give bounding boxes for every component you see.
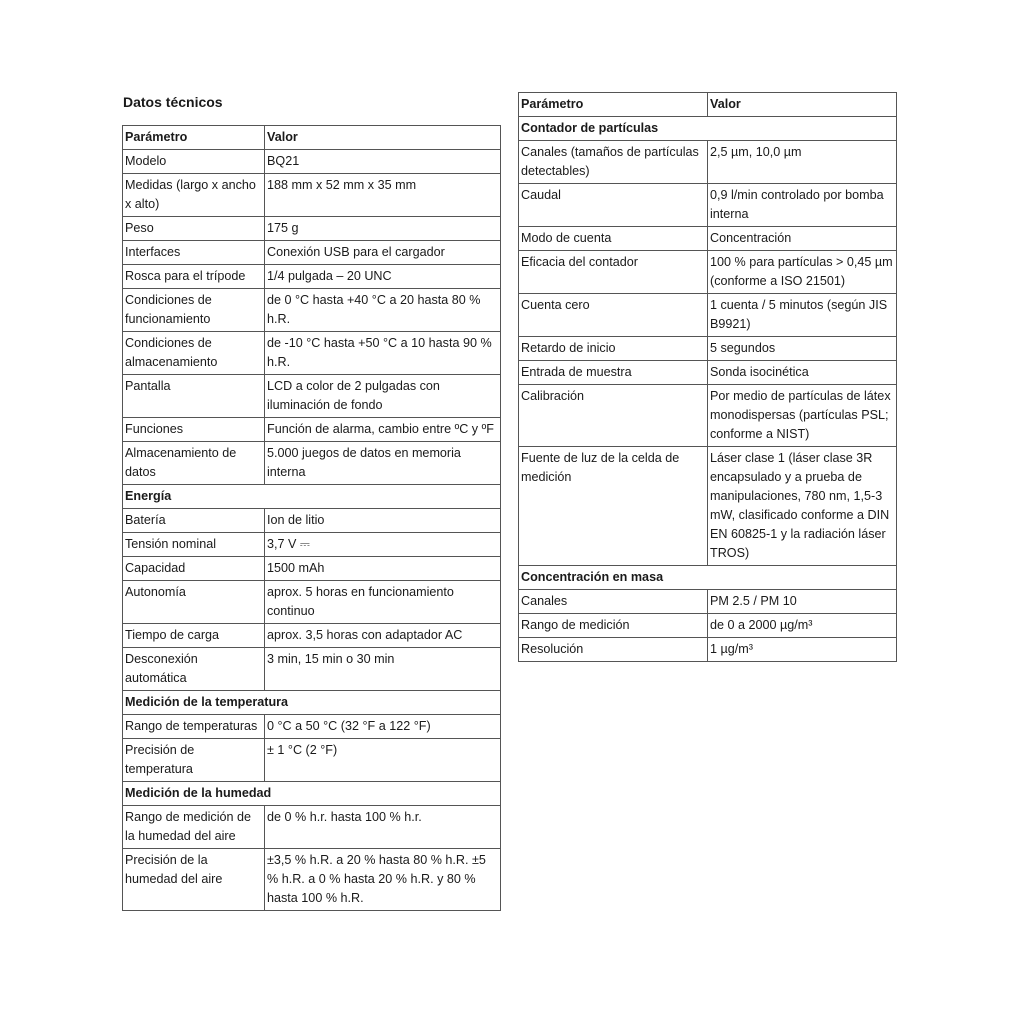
section-row: [519, 566, 897, 590]
table-row: [123, 150, 501, 174]
table-row: [519, 638, 897, 662]
value-cell: 1/4 pulgada – 20 UNC: [265, 265, 501, 289]
table-row: [519, 184, 897, 227]
right-spec-table-body: [519, 93, 897, 662]
parameter-cell: Cuenta cero: [519, 294, 708, 337]
value-cell: LCD a color de 2 pulgadas con iluminación de fondo: [265, 375, 501, 418]
table-row: [123, 241, 501, 265]
table-row: [123, 509, 501, 533]
parameter-cell: Calibración: [519, 385, 708, 447]
table-row: [123, 442, 501, 485]
header-value: Valor: [265, 126, 501, 150]
table-row: [123, 418, 501, 442]
value-cell: 100 % para partículas > 0,45 µm (conforme a ISO 21501): [708, 251, 897, 294]
table-row: [123, 533, 501, 557]
value-cell: Láser clase 1 (láser clase 3R encapsulado y a prueba de manipulaciones, 780 nm, 1,5-3 mW, clasificado conforme a DIN EN 60825-1 y la radiación láser TROS): [708, 447, 897, 566]
table-row: [123, 648, 501, 691]
section-label: Contador de partículas: [519, 117, 897, 141]
table-row: [519, 294, 897, 337]
parameter-cell: Resolución: [519, 638, 708, 662]
table-row: [519, 141, 897, 184]
table-row: [519, 590, 897, 614]
value-cell: 0,9 l/min controlado por bomba interna: [708, 184, 897, 227]
table-row: [519, 447, 897, 566]
parameter-cell: Modelo: [123, 150, 265, 174]
value-cell: Función de alarma, cambio entre ºC y ºF: [265, 418, 501, 442]
table-header-row: [519, 93, 897, 117]
table-row: [519, 385, 897, 447]
parameter-cell: Rango de medición: [519, 614, 708, 638]
parameter-cell: Tiempo de carga: [123, 624, 265, 648]
table-row: [123, 849, 501, 911]
parameter-cell: Desconexión automática: [123, 648, 265, 691]
section-row: [123, 782, 501, 806]
value-cell: Sonda isocinética: [708, 361, 897, 385]
parameter-cell: Canales (tamaños de partículas detectables): [519, 141, 708, 184]
parameter-cell: Rango de temperaturas: [123, 715, 265, 739]
value-cell: 1 µg/m³: [708, 638, 897, 662]
parameter-cell: Almacenamiento de datos: [123, 442, 265, 485]
value-cell: Conexión USB para el cargador: [265, 241, 501, 265]
parameter-cell: Pantalla: [123, 375, 265, 418]
table-row: [123, 715, 501, 739]
value-cell: de 0 °C hasta +40 °C a 20 hasta 80 % h.R.: [265, 289, 501, 332]
parameter-cell: Eficacia del contador: [519, 251, 708, 294]
value-cell: de 0 % h.r. hasta 100 % h.r.: [265, 806, 501, 849]
table-row: [123, 265, 501, 289]
parameter-cell: Tensión nominal: [123, 533, 265, 557]
parameter-cell: Interfaces: [123, 241, 265, 265]
table-row: [123, 557, 501, 581]
parameter-cell: Entrada de muestra: [519, 361, 708, 385]
table-row: [519, 337, 897, 361]
value-cell: de 0 a 2000 µg/m³: [708, 614, 897, 638]
header-parameter: Parámetro: [123, 126, 265, 150]
table-row: [123, 217, 501, 241]
parameter-cell: Rosca para el trípode: [123, 265, 265, 289]
value-cell: de -10 °C hasta +50 °C a 10 hasta 90 % h.R.: [265, 332, 501, 375]
table-row: [123, 624, 501, 648]
section-row: [519, 117, 897, 141]
left-spec-table: [122, 125, 501, 911]
right-spec-table: [518, 92, 897, 662]
parameter-cell: Precisión de la humedad del aire: [123, 849, 265, 911]
table-row: [123, 806, 501, 849]
left-spec-table-body: [123, 126, 501, 911]
parameter-cell: Condiciones de almacenamiento: [123, 332, 265, 375]
parameter-cell: Peso: [123, 217, 265, 241]
table-row: [123, 739, 501, 782]
table-row: [123, 581, 501, 624]
parameter-cell: Capacidad: [123, 557, 265, 581]
parameter-cell: Retardo de inicio: [519, 337, 708, 361]
value-cell: 1 cuenta / 5 minutos (según JIS B9921): [708, 294, 897, 337]
parameter-cell: Rango de medición de la humedad del aire: [123, 806, 265, 849]
table-header-row: [123, 126, 501, 150]
table-row: [519, 614, 897, 638]
parameter-cell: Funciones: [123, 418, 265, 442]
value-cell: aprox. 3,5 horas con adaptador AC: [265, 624, 501, 648]
value-cell: Por medio de partículas de látex monodispersas (partículas PSL; conforme a NIST): [708, 385, 897, 447]
value-cell: 0 °C a 50 °C (32 °F a 122 °F): [265, 715, 501, 739]
parameter-cell: Canales: [519, 590, 708, 614]
value-cell: ± 1 °C (2 °F): [265, 739, 501, 782]
section-label: Medición de la humedad: [123, 782, 501, 806]
value-cell: Concentración: [708, 227, 897, 251]
value-cell: 3 min, 15 min o 30 min: [265, 648, 501, 691]
value-cell: aprox. 5 horas en funcionamiento continuo: [265, 581, 501, 624]
parameter-cell: Medidas (largo x ancho x alto): [123, 174, 265, 217]
parameter-cell: Condiciones de funcionamiento: [123, 289, 265, 332]
parameter-cell: Precisión de temperatura: [123, 739, 265, 782]
parameter-cell: Caudal: [519, 184, 708, 227]
section-row: [123, 691, 501, 715]
table-row: [519, 227, 897, 251]
value-cell: 3,7 V ⎓: [265, 533, 501, 557]
table-row: [123, 289, 501, 332]
value-cell: Ion de litio: [265, 509, 501, 533]
table-row: [123, 332, 501, 375]
parameter-cell: Modo de cuenta: [519, 227, 708, 251]
section-row: [123, 485, 501, 509]
page-title: Datos técnicos: [123, 94, 223, 110]
table-row: [519, 251, 897, 294]
parameter-cell: Autonomía: [123, 581, 265, 624]
value-cell: 5.000 juegos de datos en memoria interna: [265, 442, 501, 485]
header-parameter: Parámetro: [519, 93, 708, 117]
table-row: [123, 375, 501, 418]
value-cell: PM 2.5 / PM 10: [708, 590, 897, 614]
value-cell: 5 segundos: [708, 337, 897, 361]
table-row: [123, 174, 501, 217]
parameter-cell: Fuente de luz de la celda de medición: [519, 447, 708, 566]
parameter-cell: Batería: [123, 509, 265, 533]
value-cell: 1500 mAh: [265, 557, 501, 581]
table-row: [519, 361, 897, 385]
header-value: Valor: [708, 93, 897, 117]
value-cell: BQ21: [265, 150, 501, 174]
value-cell: ±3,5 % h.R. a 20 % hasta 80 % h.R. ±5 % h.R. a 0 % hasta 20 % h.R. y 80 % hasta 100 % h.R.: [265, 849, 501, 911]
value-cell: 188 mm x 52 mm x 35 mm: [265, 174, 501, 217]
value-cell: 175 g: [265, 217, 501, 241]
value-cell: 2,5 µm, 10,0 µm: [708, 141, 897, 184]
section-label: Concentración en masa: [519, 566, 897, 590]
section-label: Energía: [123, 485, 501, 509]
section-label: Medición de la temperatura: [123, 691, 501, 715]
